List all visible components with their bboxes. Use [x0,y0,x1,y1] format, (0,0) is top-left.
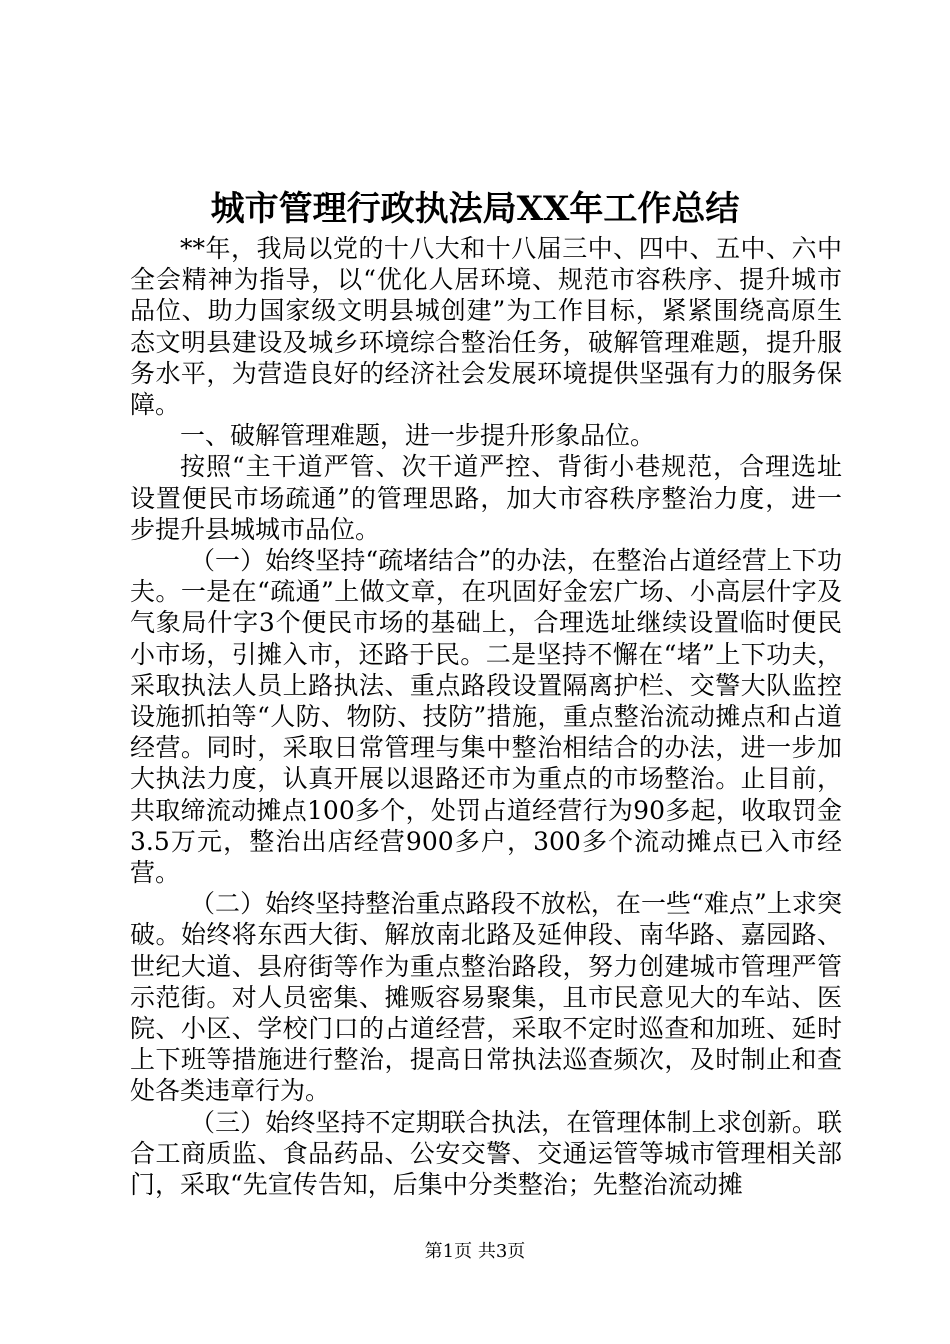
paragraph-approach: 按照“主干道严管、次干道严控、背街小巷规范，合理选址设置便民市场疏通”的管理思路，加大市容秩序整治力度，进一步提升县城城市品位。 [130,452,842,544]
page-number-footer: 第1页 共3页 [424,1241,526,1262]
paragraph-item-3: （三）始终坚持不定期联合执法，在管理体制上求创新。联合工商质监、食品药品、公安交警、交通运管等城市管理相关部门，采取“先宣传告知，后集中分类整治；先整治流动摊 [130,1107,842,1200]
paragraph-item-1: （一）始终坚持“疏堵结合”的办法，在整治占道经营上下功夫。一是在“疏通”上做文章，在巩固好金宏广场、小高层什字及气象局什字3个便民市场的基础上，合理选址继续设置临时便民小市场，引摊入市，还路于民。二是坚持不懈在“堵”上下功夫，采取执法人员上路执法、重点路段设置隔离护栏、交警大队监控设施抓拍等“人防、物防、技防”措施，重点整治流动摊点和占道经营。同时，采取日常管理与集中整治相结合的办法，进一步加大执法力度，认真开展以退路还市为重点的市场整治。止目前，共取缔流动摊点100多个，处罚占道经营行为90多起，收取罚金3.5万元，整治出店经营900多户，300多个流动摊点已入市经营。 [130,546,842,888]
paragraph-item-2: （二）始终坚持整治重点路段不放松，在一些“难点”上求突破。始终将东西大街、解放南北路及延伸段、南华路、嘉园路、世纪大道、县府街等作为重点整治路段，努力创建城市管理严管示范街。对人员密集、摊贩容易聚集，且市民意见大的车站、医院、小区、学校门口的占道经营，采取不定时巡查和加班、延时上下班等措施进行整治，提高日常执法巡查频次，及时制止和查处各类违章行为。 [130,889,842,1106]
paragraph-intro: **年，我局以党的十八大和十八届三中、四中、五中、六中全会精神为指导，以“优化人居环境、规范市容秩序、提升城市品位、助力国家级文明县城创建”为工作目标，紧紧围绕高原生态文明县建设及城乡环境综合整治任务，破解管理难题，提升服务水平，为营造良好的经济社会发展环境提供坚强有力的服务保障。 [130,234,842,420]
document-title: 城市管理行政执法局XX年工作总结 [210,189,740,229]
section-heading-1: 一、破解管理难题，进一步提升形象品位。 [180,421,656,451]
document-body [130,233,842,1200]
